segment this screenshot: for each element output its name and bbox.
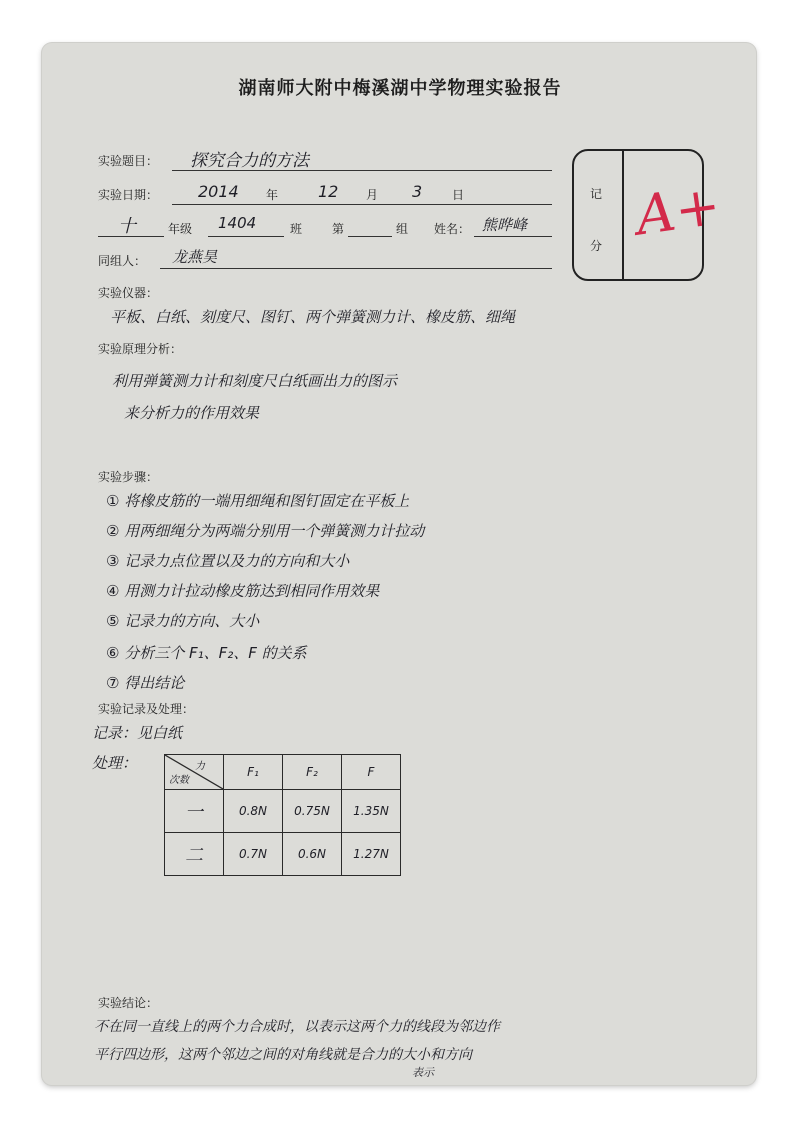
records-heading: 实验记录及处理： bbox=[98, 702, 195, 716]
conclusion-heading: 实验结论： bbox=[98, 996, 159, 1010]
step-6: ⑥ 分析三个 F₁、F₂、F 的关系 bbox=[106, 644, 307, 662]
principle-line-2: 来分析力的作用效果 bbox=[124, 404, 260, 422]
table-row bbox=[165, 833, 401, 876]
name-underline bbox=[474, 236, 552, 237]
records-note-2: 处理： bbox=[92, 754, 138, 772]
grade-mark: A+ bbox=[632, 173, 725, 248]
principle-heading: 实验原理分析： bbox=[98, 342, 183, 356]
class-label: 班 bbox=[290, 222, 303, 236]
score-label-ji: 记 bbox=[590, 187, 603, 201]
score-divider bbox=[622, 151, 624, 279]
header-f2: F₂ bbox=[283, 755, 342, 790]
conclusion-line-2: 平行四边形，这两个邻边之间的对角线就是合力的大小和方向 bbox=[94, 1047, 472, 1063]
group-prefix: 第 bbox=[332, 222, 345, 236]
class-underline bbox=[208, 236, 284, 237]
score-box bbox=[572, 149, 725, 281]
cell-f1: 0.8N bbox=[224, 790, 283, 833]
page-title: 湖南师大附中梅溪湖中学物理实验报告 bbox=[238, 78, 562, 99]
header-f: F bbox=[342, 755, 401, 790]
table-row bbox=[165, 790, 401, 833]
partner-label: 同组人： bbox=[98, 254, 147, 268]
cell-f2: 0.6N bbox=[283, 833, 342, 876]
step-4: ④ 用测力计拉动橡皮筋达到相同作用效果 bbox=[106, 582, 380, 600]
date-label: 实验日期： bbox=[98, 188, 159, 202]
step-7: ⑦ 得出结论 bbox=[106, 674, 185, 692]
cell-f: 1.27N bbox=[342, 833, 401, 876]
header-f1: F₁ bbox=[224, 755, 283, 790]
date-year: 2014 bbox=[198, 182, 239, 201]
date-month: 12 bbox=[318, 182, 339, 201]
instruments-text: 平板、白纸、刻度尺、图钉、两个弹簧测力计、橡皮筋、细绳 bbox=[110, 308, 516, 326]
grade-value: 十 bbox=[118, 216, 136, 237]
name-value: 熊晔峰 bbox=[482, 216, 528, 234]
row-label: 一 bbox=[165, 790, 224, 833]
class-value: 1404 bbox=[218, 214, 257, 232]
date-day: 3 bbox=[412, 182, 423, 201]
data-table bbox=[164, 754, 401, 876]
partner-underline bbox=[160, 268, 552, 269]
step-2: ② 用两细绳分为两端分别用一个弹簧测力计拉动 bbox=[106, 522, 425, 540]
conclusion-line-1: 不在同一直线上的两个力合成时，以表示这两个力的线段为邻边作 bbox=[94, 1019, 500, 1035]
date-underline bbox=[172, 204, 552, 205]
step-3: ③ 记录力点位置以及力的方向和大小 bbox=[106, 552, 350, 570]
step-1: ① 将橡皮筋的一端用细绳和图钉固定在平板上 bbox=[106, 492, 410, 510]
row-label: 二 bbox=[165, 833, 224, 876]
date-month-unit: 月 bbox=[366, 188, 379, 202]
score-label-fen: 分 bbox=[590, 239, 603, 253]
principle-line-1: 利用弹簧测力计和刻度尺白纸画出力的图示 bbox=[112, 372, 398, 390]
records-note-1: 记录：见白纸 bbox=[92, 724, 183, 742]
cell-f1: 0.7N bbox=[224, 833, 283, 876]
table-header-row bbox=[165, 755, 401, 790]
corner-top-label: 力 bbox=[195, 761, 205, 772]
grade-label: 年级 bbox=[168, 222, 193, 236]
topic-value: 探究合力的方法 bbox=[190, 151, 309, 171]
table-corner-cell bbox=[165, 755, 224, 790]
partner-value: 龙燕昊 bbox=[172, 248, 218, 266]
cell-f: 1.35N bbox=[342, 790, 401, 833]
steps-heading: 实验步骤： bbox=[98, 470, 159, 484]
conclusion-footnote: 表示 bbox=[412, 1066, 434, 1079]
group-label: 组 bbox=[396, 222, 409, 236]
step-5: ⑤ 记录力的方向、大小 bbox=[106, 612, 260, 630]
corner-bottom-label: 次数 bbox=[169, 775, 189, 786]
name-label: 姓名： bbox=[434, 222, 471, 236]
instruments-heading: 实验仪器： bbox=[98, 286, 159, 300]
cell-f2: 0.75N bbox=[283, 790, 342, 833]
date-day-unit: 日 bbox=[452, 188, 465, 202]
group-underline bbox=[348, 236, 392, 237]
topic-label: 实验题目： bbox=[98, 154, 159, 168]
date-year-unit: 年 bbox=[266, 188, 279, 202]
